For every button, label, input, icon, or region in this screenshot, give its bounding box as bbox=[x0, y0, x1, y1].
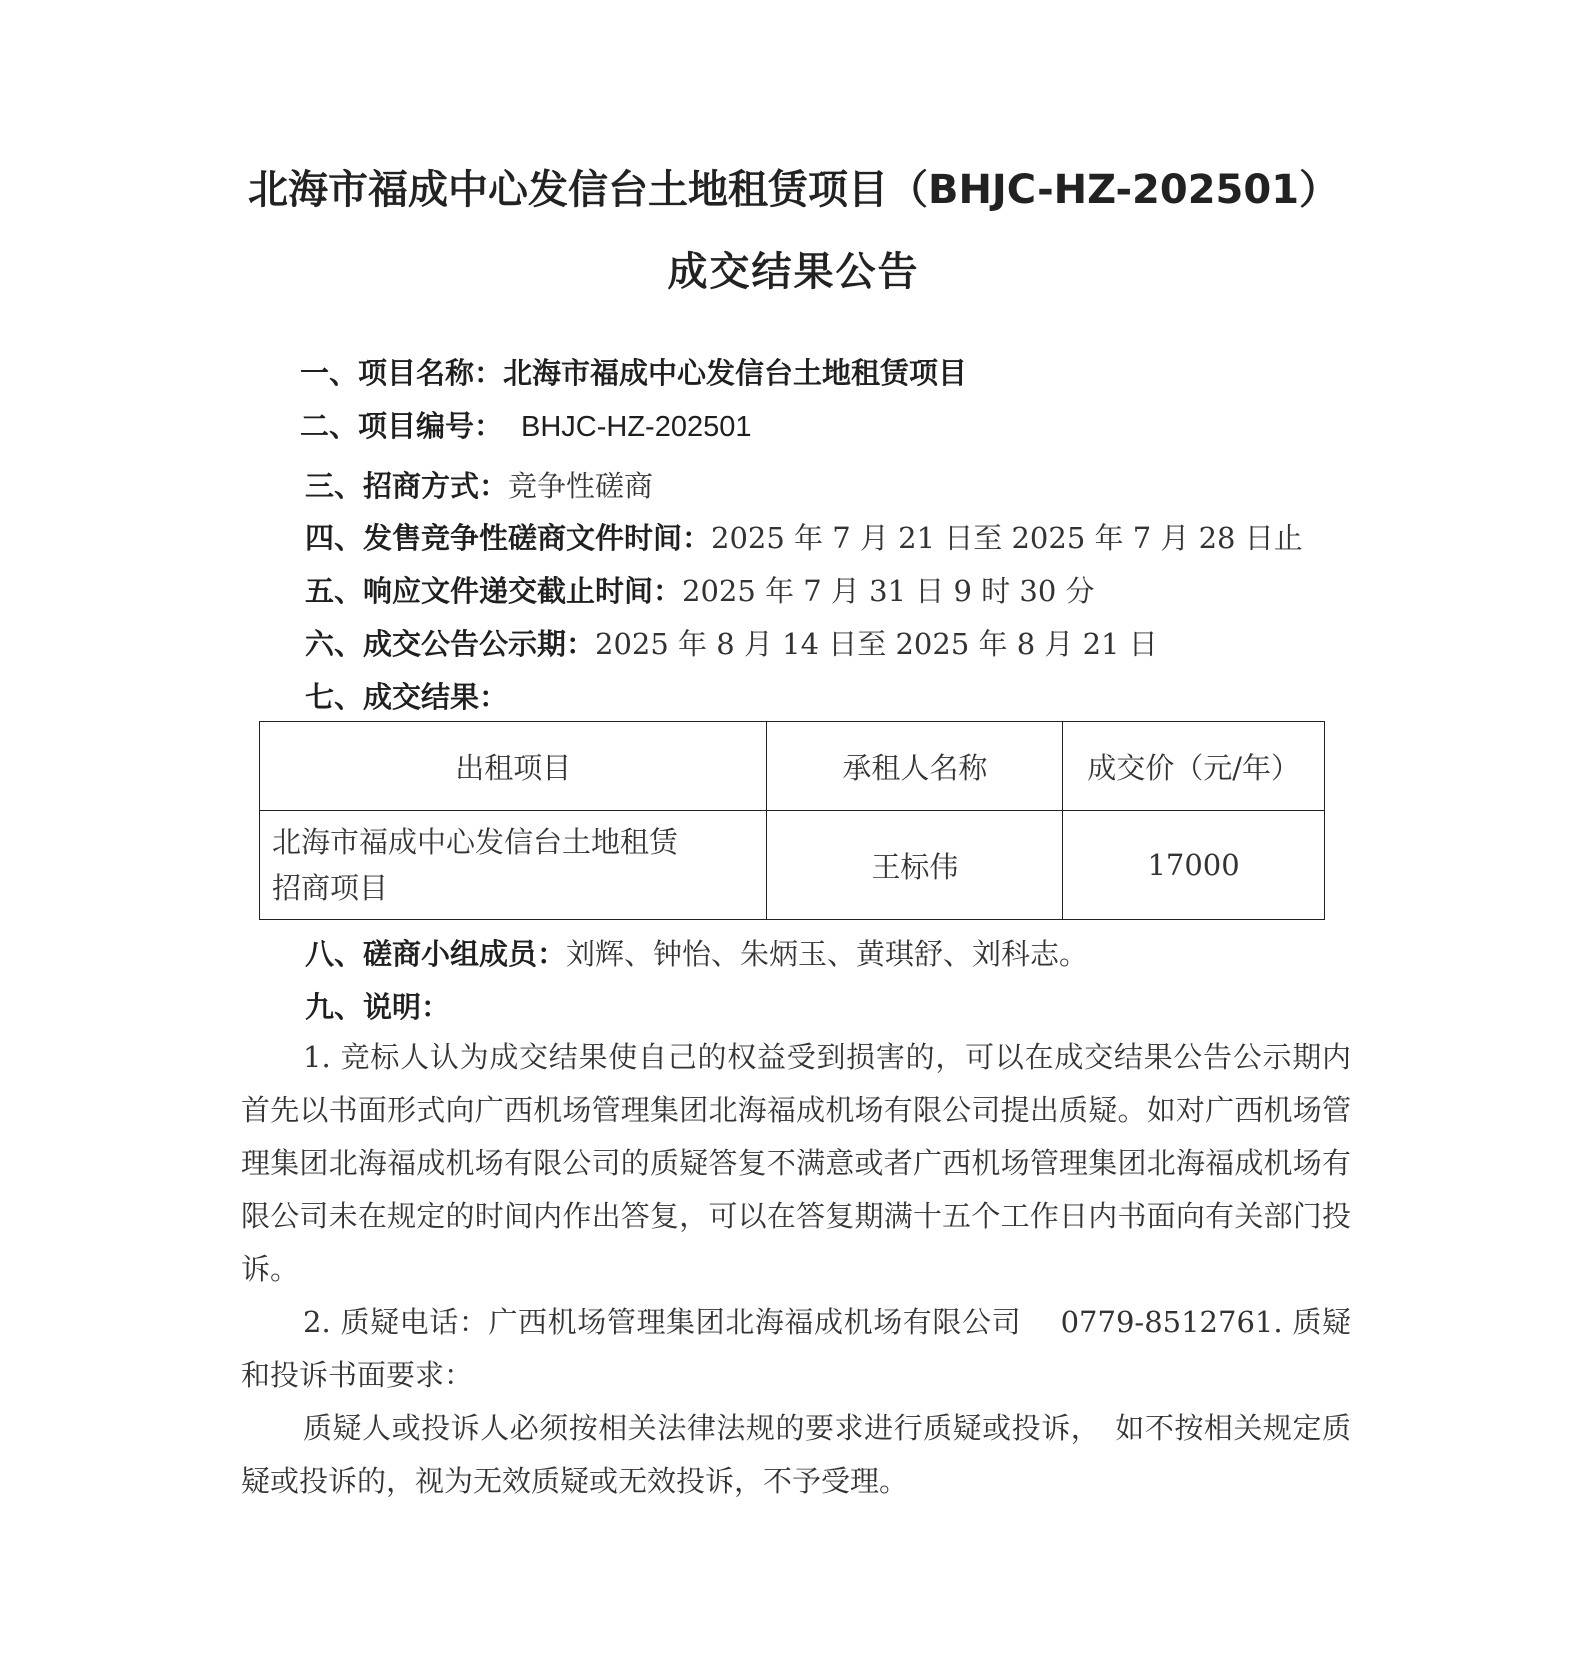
section-label: 二、项目编号： bbox=[300, 409, 504, 443]
tenant-cell: 王标伟 bbox=[767, 811, 1063, 920]
document-title-line1: 北海市福成中心发信台土地租赁项目（BHJC-HZ-202501） bbox=[247, 167, 1340, 213]
table-header-cell: 出租项目 bbox=[260, 722, 767, 811]
section-document-sale-period bbox=[305, 518, 1303, 558]
panel-members-value: 刘辉、钟怡、朱炳玉、黄琪舒、刘科志。 bbox=[566, 937, 1089, 971]
lease-item-line2: 招商项目 bbox=[272, 871, 389, 905]
submission-deadline-value: 2025 年 7 月 31 日 9 时 30 分 bbox=[682, 574, 1095, 608]
section-label: 四、发售竞争性磋商文件时间： bbox=[305, 521, 712, 555]
document-sale-period-value: 2025 年 7 月 21 日至 2025 年 7 月 28 日止 bbox=[711, 521, 1303, 555]
section-submission-deadline bbox=[305, 571, 1095, 611]
section-label: 七、成交结果： bbox=[305, 680, 509, 714]
result-table bbox=[259, 721, 1325, 920]
table-header-cell: 成交价（元/年） bbox=[1063, 722, 1325, 811]
lease-item-cell bbox=[260, 811, 767, 920]
table-header-row bbox=[260, 722, 1325, 811]
section-project-name bbox=[300, 353, 967, 393]
section-bidding-method bbox=[305, 466, 653, 506]
section-label: 六、成交公告公示期： bbox=[305, 627, 596, 661]
document-title-line2: 成交结果公告 bbox=[667, 249, 920, 295]
table-header-cell: 承租人名称 bbox=[767, 722, 1063, 811]
project-number-value: BHJC-HZ-202501 bbox=[521, 411, 752, 443]
section-publicity-period bbox=[305, 624, 1158, 664]
note-paragraph-3: 质疑人或投诉人必须按相关法律法规的要求进行质疑或投诉， 如不按相关规定质疑或投诉的，视为无效质疑或无效投诉，不予受理。 bbox=[241, 1411, 1351, 1498]
note-paragraph-1: 1. 竞标人认为成交结果使自己的权益受到损害的，可以在成交结果公告公示期内首先以书面形式向广西机场管理集团北海福成机场有限公司提出质疑。如对广西机场管理集团北海福成机场有限公司的质疑答复不满意或者广西机场管理集团北海福成机场有限公司未在规定的时间内作出答复，可以在答复期满十五个工作日内书面向有关部门投诉。 bbox=[241, 1040, 1351, 1286]
section-label: 三、招商方式： bbox=[305, 469, 509, 503]
publicity-period-value: 2025 年 8 月 14 日至 2025 年 8 月 21 日 bbox=[595, 627, 1158, 661]
section-label: 九、说明： bbox=[305, 990, 451, 1024]
section-panel-members bbox=[305, 934, 1088, 974]
project-name-value: 北海市福成中心发信台土地租赁项目 bbox=[503, 356, 968, 390]
section-result-heading bbox=[305, 677, 508, 717]
note-paragraph-2: 2. 质疑电话：广西机场管理集团北海福成机场有限公司 0779-8512761. 质疑和投诉书面要求： bbox=[241, 1305, 1351, 1392]
bidding-method-value: 竞争性磋商 bbox=[508, 469, 654, 503]
section-label: 五、响应文件递交截止时间： bbox=[305, 574, 683, 608]
section-label: 八、磋商小组成员： bbox=[305, 937, 567, 971]
table-row bbox=[260, 811, 1325, 920]
section-notes-heading bbox=[305, 987, 450, 1027]
price-cell: 17000 bbox=[1063, 811, 1325, 920]
section-project-number bbox=[300, 406, 752, 447]
section-label: 一、项目名称： bbox=[300, 356, 504, 390]
lease-item-line1: 北海市福成中心发信台土地租赁 bbox=[272, 825, 679, 859]
